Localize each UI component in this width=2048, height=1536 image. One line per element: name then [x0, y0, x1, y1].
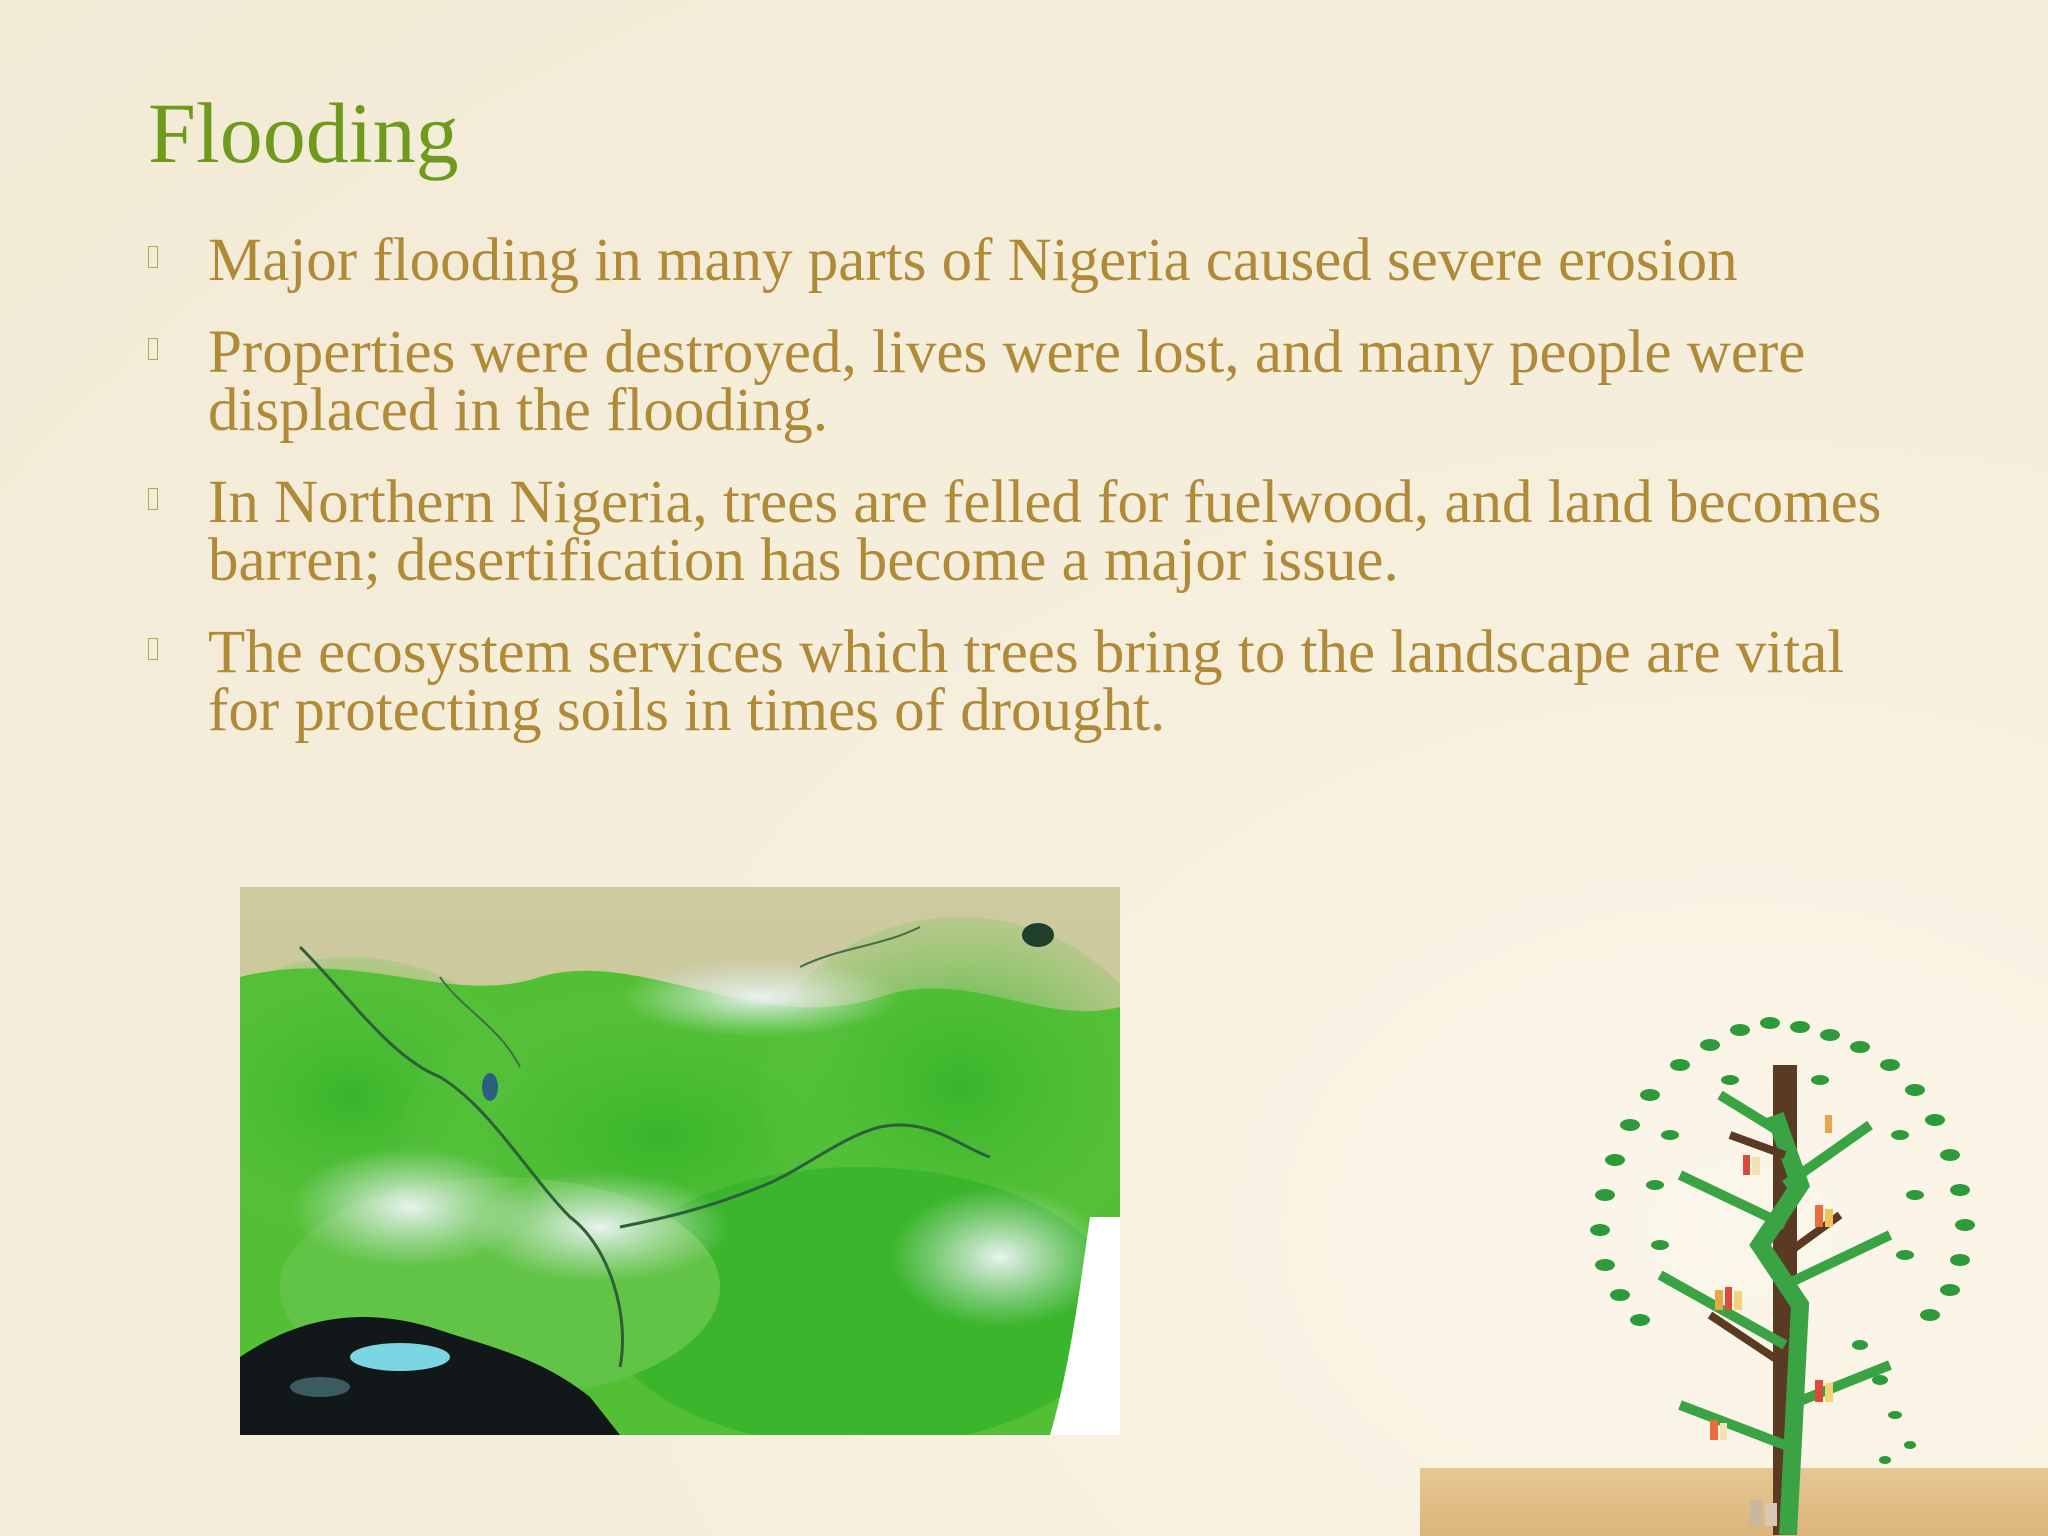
- bullet-marker-icon: [148, 246, 158, 268]
- satellite-map-image: [240, 887, 1120, 1435]
- bullet-text: The ecosystem services which trees bring to the landscape are vital for protecting soils in times of drought.: [208, 619, 1845, 744]
- bullet-text: Properties were destroyed, lives were lost, and many people were displaced in the flooding.: [208, 319, 1806, 444]
- bullet-item: [148, 227, 1888, 294]
- bullet-text: Major flooding in many parts of Nigeria caused severe erosion: [208, 227, 1738, 294]
- slide-title: Flooding: [148, 85, 459, 181]
- bullet-list: [148, 227, 1888, 774]
- bullet-marker-icon: [148, 488, 158, 510]
- bullet-marker-icon: [148, 638, 158, 660]
- satellite-map-graphic: [240, 887, 1120, 1435]
- tree-bookshelf-graphic: [1560, 985, 2020, 1535]
- bullet-item: [148, 619, 1888, 744]
- bullet-marker-icon: [148, 338, 158, 360]
- bullet-item: [148, 469, 1888, 594]
- bullet-item: [148, 319, 1888, 444]
- tree-bookshelf-image: [1560, 985, 2020, 1535]
- bullet-text: In Northern Nigeria, trees are felled for fuelwood, and land becomes barren; desertification has become a major issue.: [208, 469, 1882, 594]
